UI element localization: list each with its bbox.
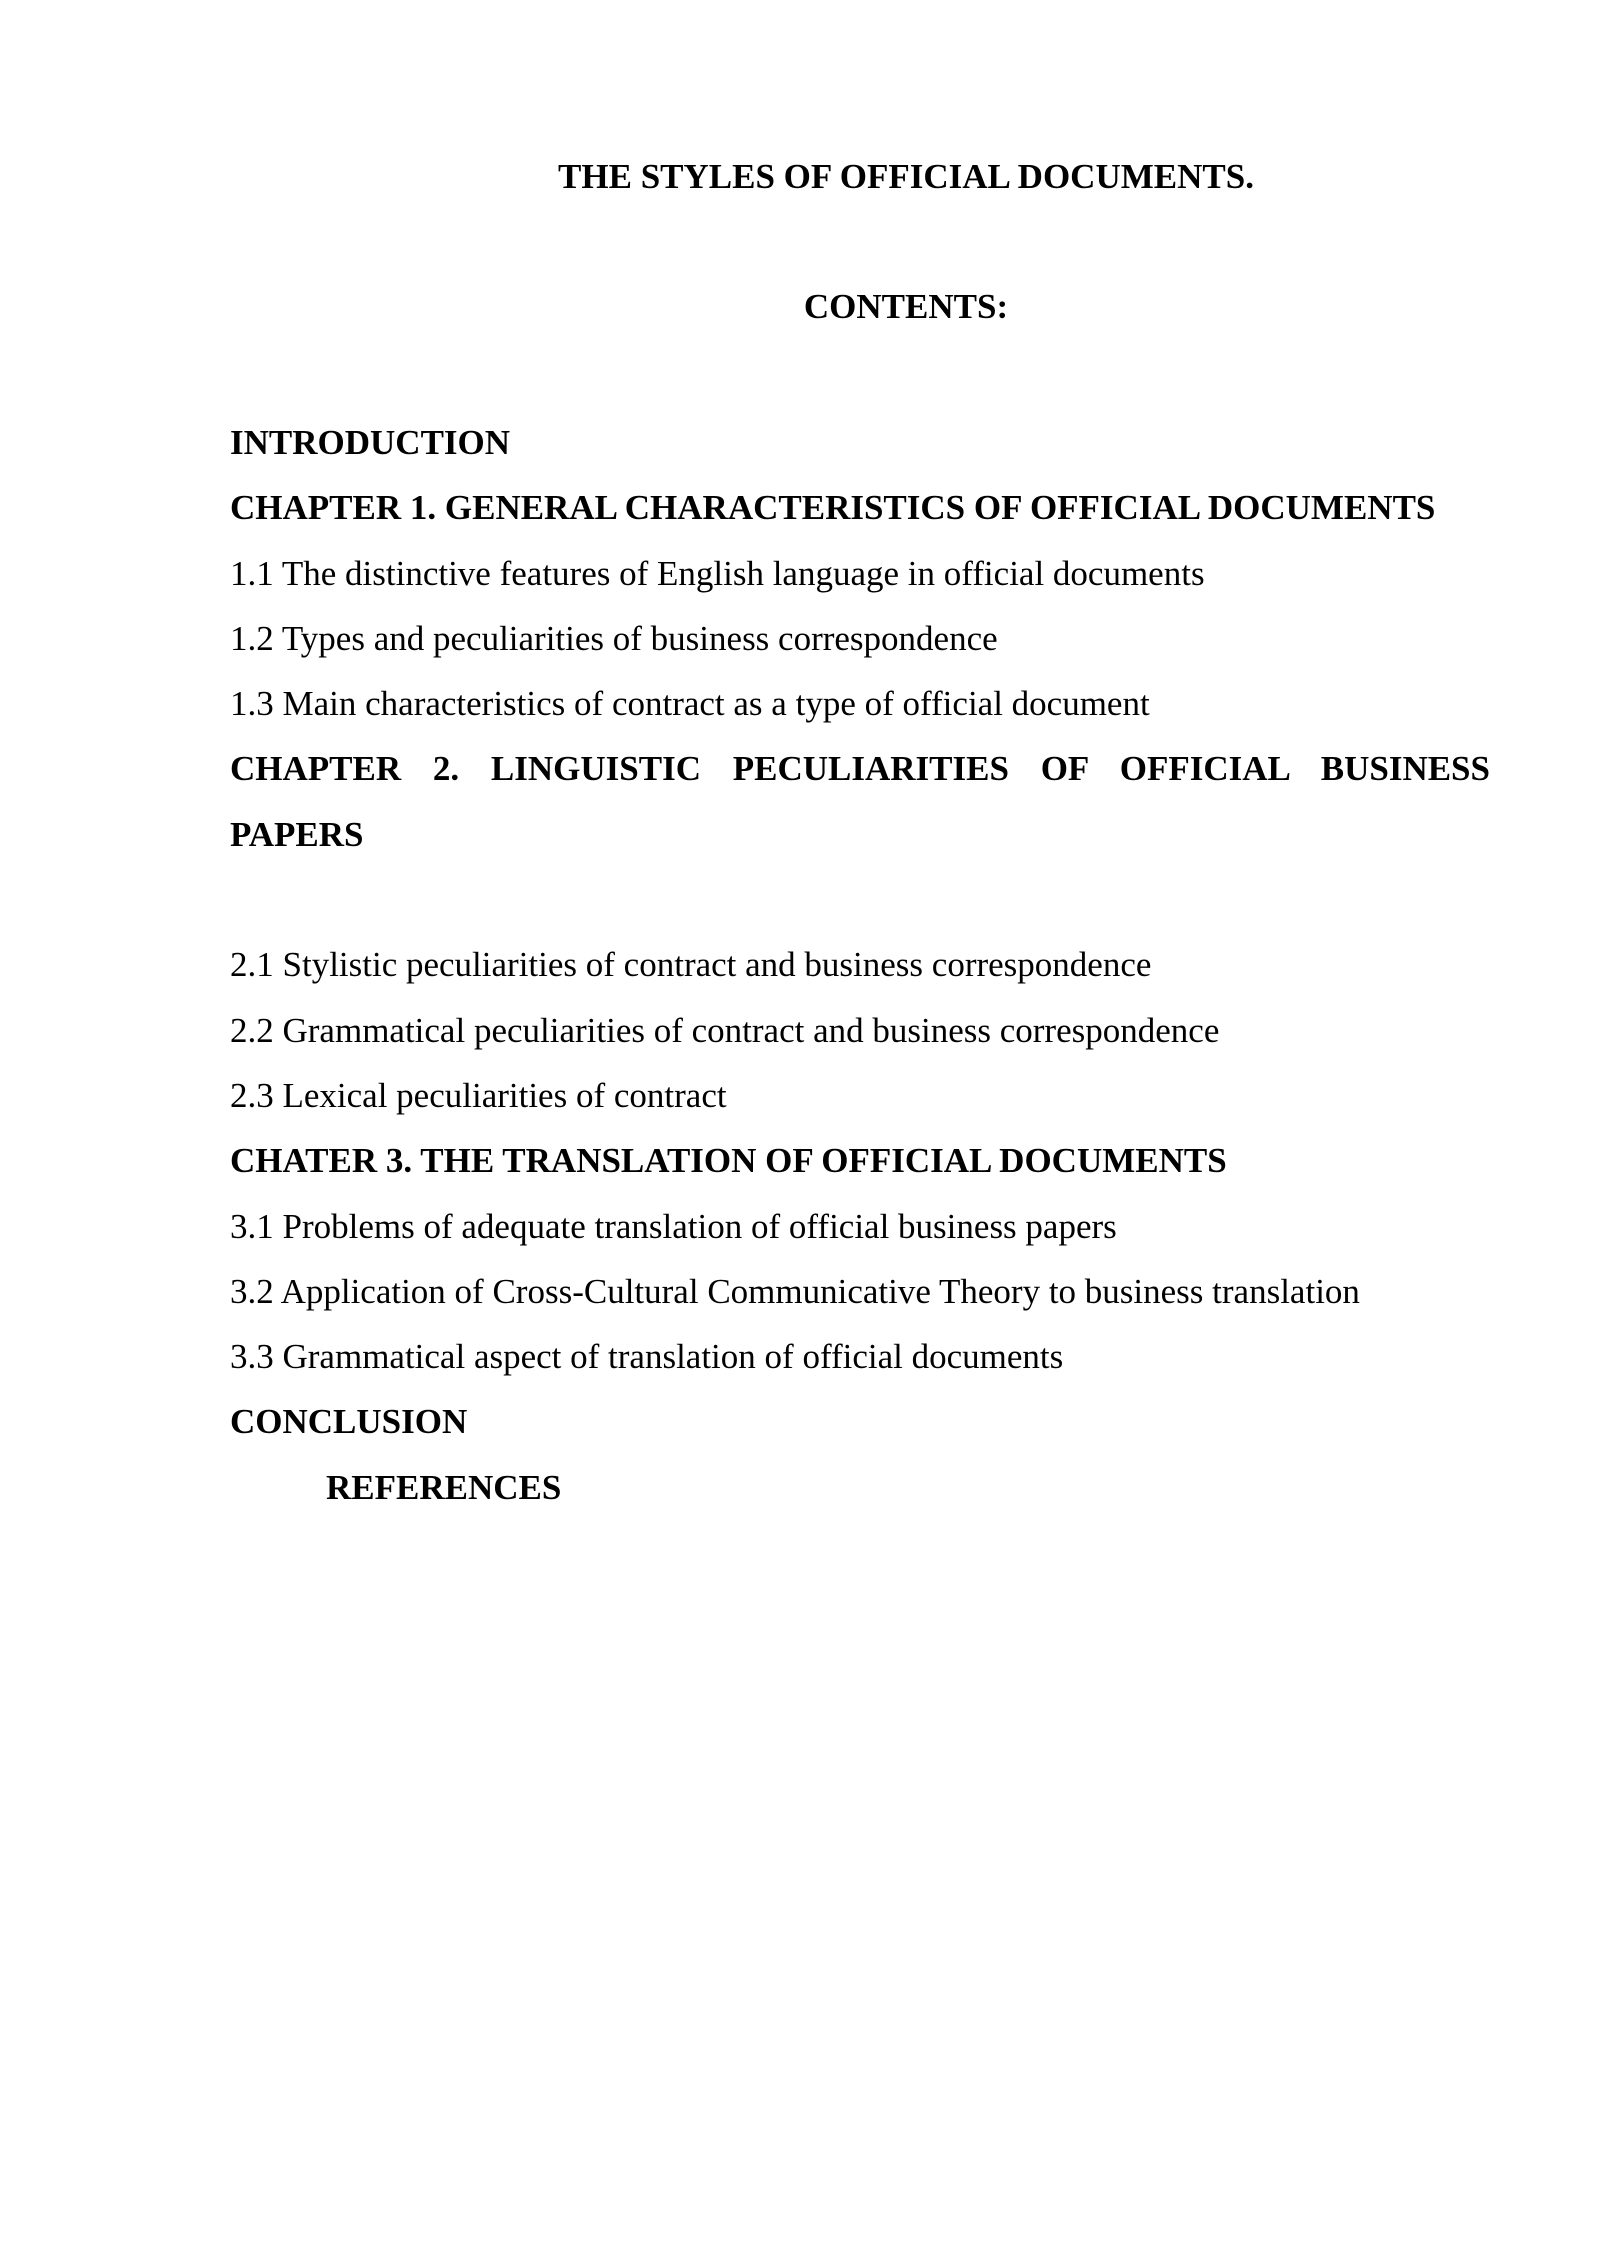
toc-blank-line bbox=[230, 867, 1490, 932]
table-of-contents bbox=[230, 410, 1490, 1520]
document-title: THE STYLES OF OFFICIAL DOCUMENTS. bbox=[558, 157, 1254, 196]
toc-section-3-3: 3.3 Grammatical aspect of translation of official documents bbox=[230, 1337, 1064, 1377]
toc-introduction: INTRODUCTION bbox=[230, 423, 511, 462]
toc-chapter-2: CHAPTER 2. LINGUISTIC PECULIARITIES OF OFFICIAL BUSINESS PAPERS bbox=[230, 749, 1490, 854]
contents-heading: CONTENTS: bbox=[803, 287, 1009, 326]
toc-section-1-2: 1.2 Types and peculiarities of business correspondence bbox=[230, 618, 998, 658]
toc-chapter-3: CHATER 3. THE TRANSLATION OF OFFICIAL DOCUMENTS bbox=[230, 1141, 1227, 1181]
toc-section-2-2: 2.2 Grammatical peculiarities of contract and business correspondence bbox=[230, 1010, 1220, 1050]
toc-section-3-2: 3.2 Application of Cross-Cultural Communicative Theory to business translation bbox=[230, 1271, 1360, 1311]
toc-section-1-3: 1.3 Main characteristics of contract as a type of official document bbox=[230, 684, 1150, 724]
toc-section-1-1: 1.1 The distinctive features of English language in official documents bbox=[230, 553, 1205, 593]
toc-chapter-1: CHAPTER 1. GENERAL CHARACTERISTICS OF OFFICIAL DOCUMENTS bbox=[230, 488, 1436, 528]
toc-conclusion: CONCLUSION bbox=[230, 1402, 468, 1442]
toc-references: REFERENCES bbox=[326, 1467, 562, 1507]
toc-section-2-1: 2.1 Stylistic peculiarities of contract and business correspondence bbox=[230, 945, 1152, 985]
toc-section-2-3: 2.3 Lexical peculiarities of contract bbox=[230, 1075, 727, 1115]
toc-section-3-1: 3.1 Problems of adequate translation of official business papers bbox=[230, 1206, 1117, 1246]
